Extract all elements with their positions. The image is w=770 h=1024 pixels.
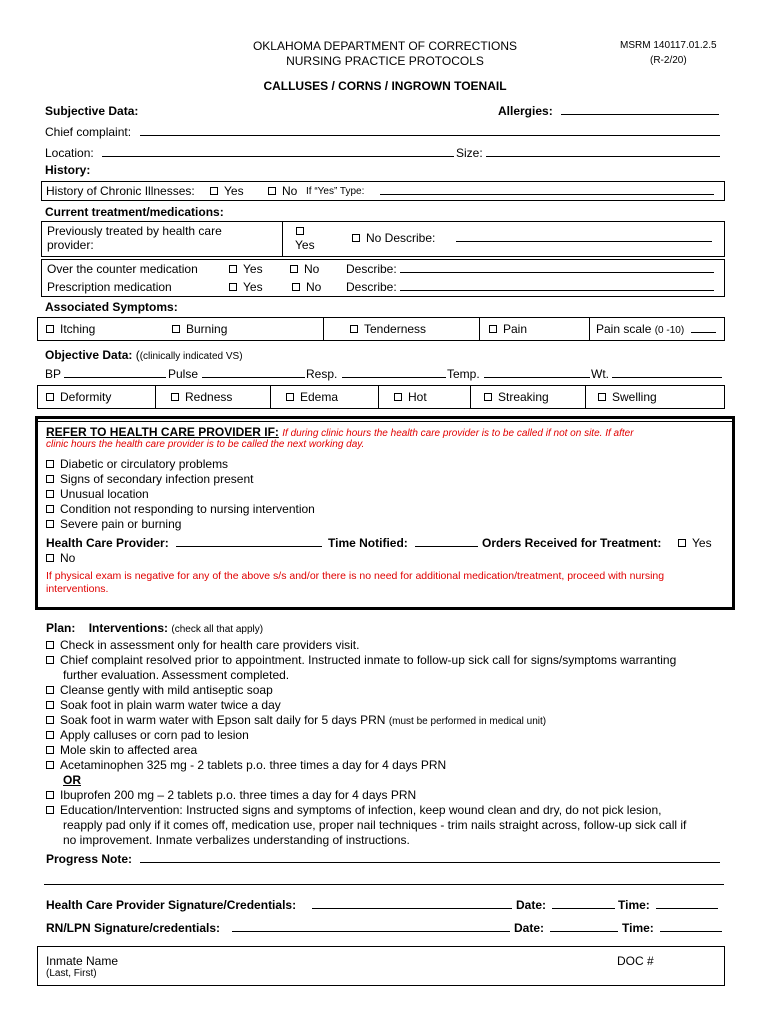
- checkbox-icon[interactable]: [46, 791, 54, 799]
- symptom-burning[interactable]: [172, 322, 227, 336]
- refer-note2: clinic hours the health care provider is to be called the next working day.: [46, 439, 365, 450]
- checkbox-icon[interactable]: [46, 520, 54, 528]
- checkbox-icon[interactable]: [46, 701, 54, 709]
- prev-yes-label: Yes: [295, 238, 315, 252]
- rx-yes[interactable]: [229, 280, 263, 294]
- refer-item[interactable]: [46, 457, 228, 471]
- vital-pulse: Pulse: [168, 367, 199, 381]
- yes-label: Yes: [243, 280, 263, 294]
- refer-note1: If during clinic hours the health care provider is to be called if not on site. If after: [282, 428, 634, 439]
- checkbox-icon[interactable]: [46, 761, 54, 769]
- pain-scale-field[interactable]: [691, 322, 716, 333]
- rn-time-label: Time:: [622, 921, 654, 935]
- objective-label: Objective Data:: [45, 348, 133, 362]
- orders-label: Orders Received for Treatment:: [482, 536, 662, 550]
- location-field[interactable]: [102, 146, 454, 157]
- checkbox-icon[interactable]: [210, 187, 218, 195]
- subjective-label: Subjective Data:: [45, 104, 139, 118]
- checkbox-icon[interactable]: [46, 393, 54, 401]
- plan-item-label: Apply calluses or corn pad to lesion: [60, 728, 249, 742]
- plan-item-label: Acetaminophen 325 mg - 2 tablets p.o. three times a day for 4 days PRN: [60, 758, 447, 772]
- obj-edema[interactable]: [286, 390, 338, 404]
- orders-yes[interactable]: [678, 536, 712, 550]
- last-first-note: (Last, First): [46, 968, 97, 979]
- checkbox-icon[interactable]: [46, 554, 54, 562]
- prev-describe-field[interactable]: [456, 231, 712, 242]
- doc-label: DOC #: [617, 954, 654, 968]
- rx-describe-label: Describe:: [346, 280, 397, 294]
- checkbox-icon[interactable]: [46, 806, 54, 814]
- form-number: MSRM 140117.01.2.5: [620, 40, 717, 51]
- checkbox-icon[interactable]: [352, 234, 360, 242]
- symptom-label: Pain: [503, 322, 528, 336]
- checkbox-icon[interactable]: [350, 325, 358, 333]
- otc-label: Over the counter medication: [47, 262, 198, 276]
- current-label: Current treatment/medications:: [45, 205, 224, 219]
- refer-item-label: Condition not responding to nursing intervention: [60, 502, 315, 516]
- checkbox-icon[interactable]: [171, 393, 179, 401]
- vital-temp: Temp.: [447, 367, 480, 381]
- plan-item-label: Chief complaint resolved prior to appointment. Instructed inmate to follow-up sick call for signs/symptoms warranting: [60, 653, 677, 667]
- otc-describe-field[interactable]: [400, 262, 714, 273]
- chronic-type-field[interactable]: [380, 184, 714, 195]
- progress-label: Progress Note:: [46, 852, 133, 866]
- plan-item[interactable]: [46, 758, 446, 772]
- symptom-itching[interactable]: [46, 322, 95, 336]
- plan-item-label: Cleanse gently with mild antiseptic soap: [60, 683, 273, 697]
- otc-no[interactable]: [290, 262, 319, 276]
- yes-label: Yes: [224, 184, 244, 198]
- refer-item-label: Diabetic or circulatory problems: [60, 457, 229, 471]
- prev-treated-label1: Previously treated by health care: [47, 224, 222, 238]
- checkbox-icon[interactable]: [292, 283, 300, 291]
- pain-scale-label: Pain scale: [596, 322, 652, 336]
- chronic-no[interactable]: [268, 184, 297, 198]
- checkbox-icon[interactable]: [290, 265, 298, 273]
- plan-item[interactable]: [46, 728, 249, 742]
- checkbox-icon[interactable]: [172, 325, 180, 333]
- checkbox-icon[interactable]: [46, 325, 54, 333]
- obj-hot[interactable]: [394, 390, 427, 404]
- obj-swelling[interactable]: [598, 390, 657, 404]
- yes-label: Yes: [692, 536, 712, 550]
- orders-no[interactable]: [46, 551, 75, 565]
- refer-footer1: If physical exam is negative for any of the above s/s and/or there is no need for additional medication/treatment, proceed with nursing: [46, 570, 665, 582]
- plan-item[interactable]: [46, 713, 546, 727]
- obj-redness[interactable]: [171, 390, 232, 404]
- checkbox-icon[interactable]: [229, 283, 237, 291]
- plan-item-label: Soak foot in warm water with Epson salt daily for 5 days PRN: [60, 713, 386, 727]
- time-notified-field[interactable]: [415, 536, 478, 547]
- plan-item[interactable]: [46, 788, 416, 802]
- rn-date-field[interactable]: [550, 921, 618, 932]
- plan-row: [46, 621, 263, 635]
- hcp-date-label: Date:: [516, 898, 547, 912]
- hcp-time-label: Time:: [618, 898, 650, 912]
- checkbox-icon[interactable]: [296, 227, 304, 235]
- vital-bp: BP: [45, 367, 62, 381]
- checkbox-icon[interactable]: [46, 746, 54, 754]
- hcp-signature-label: Health Care Provider Signature/Credentials:: [46, 898, 297, 912]
- chronic-yes[interactable]: [210, 184, 244, 198]
- inmate-name-label: Inmate Name: [46, 954, 119, 968]
- checkbox-icon[interactable]: [394, 393, 402, 401]
- dept-title: OKLAHOMA DEPARTMENT OF CORRECTIONS: [252, 39, 518, 53]
- plan-item-label: Ibuprofen 200 mg – 2 tablets p.o. three times a day for 4 days PRN: [60, 788, 417, 802]
- prev-yes-checkbox[interactable]: [296, 224, 310, 238]
- plan-item[interactable]: [46, 743, 197, 757]
- refer-title-row: [46, 425, 634, 439]
- otc-describe-label: Describe:: [346, 262, 397, 276]
- rn-signature-field[interactable]: [232, 921, 510, 932]
- plan-item[interactable]: [46, 653, 676, 667]
- checkbox-icon[interactable]: [46, 475, 54, 483]
- no-label: No: [282, 184, 298, 198]
- progress-field[interactable]: [140, 852, 720, 863]
- chronic-label: History of Chronic Illnesses:: [46, 184, 195, 198]
- checkbox-icon[interactable]: [46, 505, 54, 513]
- rx-describe-field[interactable]: [400, 280, 714, 291]
- plan-item-label: Education/Intervention: Instructed signs and symptoms of infection, keep wound clean and dry, do not pick lesion,: [60, 803, 662, 817]
- plan-item-label: Soak foot in plain warm water twice a day: [60, 698, 281, 712]
- symptoms-label: Associated Symptoms:: [45, 300, 178, 314]
- wt-field[interactable]: [612, 367, 722, 378]
- objective-row: [45, 348, 243, 362]
- checkbox-icon[interactable]: [46, 641, 54, 649]
- plan-item[interactable]: [46, 683, 273, 697]
- plan-item[interactable]: [46, 698, 281, 712]
- symptom-label: Burning: [186, 322, 228, 336]
- epson-note: (must be performed in medical unit): [388, 716, 547, 727]
- plan-item-label: Check in assessment only for health care providers visit.: [60, 638, 360, 652]
- edu-cont2: no improvement. Inmate verbalizes understanding of instructions.: [63, 833, 410, 847]
- protocol-subtitle: NURSING PRACTICE PROTOCOLS: [286, 54, 484, 68]
- obj-label: Edema: [300, 390, 339, 404]
- pain-range: (0 -10): [654, 325, 685, 336]
- revision: (R-2/20): [650, 55, 687, 66]
- chief-field[interactable]: [140, 125, 720, 136]
- or-label: OR: [63, 773, 81, 787]
- interventions-label: Interventions:: [88, 621, 169, 635]
- check-all-note: (check all that apply): [171, 624, 264, 635]
- progress-field-line2[interactable]: [44, 884, 724, 885]
- plan-item-label: Mole skin to affected area: [60, 743, 198, 757]
- no-label: No: [304, 262, 320, 276]
- hcp-time-field[interactable]: [656, 898, 718, 909]
- obj-streaking[interactable]: [484, 390, 549, 404]
- checkbox-icon[interactable]: [598, 393, 606, 401]
- if-yes-label: If “Yes” Type:: [306, 186, 365, 197]
- checkbox-icon[interactable]: [678, 539, 686, 547]
- obj-label: Swelling: [612, 390, 657, 404]
- vital-wt: Wt.: [591, 367, 609, 381]
- size-label: Size:: [456, 146, 483, 160]
- obj-label: Deformity: [60, 390, 112, 404]
- checkbox-icon[interactable]: [46, 460, 54, 468]
- refer-footer2: interventions.: [46, 583, 109, 595]
- plan-item-cont: further evaluation. Assessment completed.: [63, 668, 290, 682]
- checkbox-icon[interactable]: [489, 325, 497, 333]
- symptom-tenderness[interactable]: [350, 322, 426, 336]
- symptom-label: Itching: [60, 322, 96, 336]
- pain-scale: [596, 322, 684, 336]
- checkbox-icon[interactable]: [46, 656, 54, 664]
- refer-item[interactable]: [46, 517, 181, 531]
- time-notified-label: Time Notified:: [328, 536, 408, 550]
- no-describe-label: No Describe:: [366, 231, 436, 245]
- obj-label: Redness: [185, 390, 233, 404]
- obj-label: Hot: [408, 390, 427, 404]
- rx-no[interactable]: [292, 280, 321, 294]
- checkbox-icon[interactable]: [46, 686, 54, 694]
- refer-item-label: Signs of secondary infection present: [60, 472, 254, 486]
- location-label: Location:: [45, 146, 94, 160]
- hcp-field[interactable]: [176, 536, 322, 547]
- checkbox-icon[interactable]: [46, 490, 54, 498]
- resp-field[interactable]: [342, 367, 446, 378]
- temp-field[interactable]: [484, 367, 590, 378]
- symptom-label: Tenderness: [364, 322, 427, 336]
- plan-label: Plan:: [46, 621, 76, 635]
- paren: (: [135, 348, 140, 362]
- chief-label: Chief complaint:: [45, 125, 132, 139]
- no-label: No: [60, 551, 76, 565]
- checkbox-icon[interactable]: [268, 187, 276, 195]
- hcp-date-field[interactable]: [552, 898, 615, 909]
- plan-item[interactable]: [46, 803, 661, 817]
- allergies-field[interactable]: [561, 104, 719, 115]
- checkbox-icon[interactable]: [229, 265, 237, 273]
- allergies-label: Allergies:: [498, 104, 553, 118]
- refer-item-label: Severe pain or burning: [60, 517, 182, 531]
- edu-cont1: reapply pad only if it comes off, medication use, proper nail techniques - trim nails straight across, follow-up sick call if: [63, 818, 687, 832]
- prev-treated-label2: provider:: [47, 238, 94, 252]
- refer-title: REFER TO HEALTH CARE PROVIDER IF:: [46, 425, 279, 439]
- prev-no[interactable]: [352, 231, 435, 245]
- rn-date-label: Date:: [514, 921, 545, 935]
- size-field[interactable]: [486, 146, 720, 157]
- checkbox-icon[interactable]: [46, 731, 54, 739]
- obj-label: Streaking: [498, 390, 549, 404]
- vital-resp: Resp.: [306, 367, 338, 381]
- hcp-signature-field[interactable]: [312, 898, 512, 909]
- form-title: CALLUSES / CORNS / INGROWN TOENAIL: [263, 79, 507, 93]
- refer-item[interactable]: [46, 487, 149, 501]
- pulse-field[interactable]: [202, 367, 305, 378]
- yes-label: Yes: [243, 262, 263, 276]
- bp-field[interactable]: [64, 367, 166, 378]
- refer-item[interactable]: [46, 472, 253, 486]
- history-label: History:: [45, 163, 91, 177]
- rn-time-field[interactable]: [660, 921, 722, 932]
- checkbox-icon[interactable]: [46, 716, 54, 724]
- no-label: No: [306, 280, 322, 294]
- symptom-pain[interactable]: [489, 322, 527, 336]
- refer-item-label: Unusual location: [60, 487, 149, 501]
- rn-signature-label: RN/LPN Signature/credentials:: [46, 921, 221, 935]
- rx-label: Prescription medication: [47, 280, 172, 294]
- checkbox-icon[interactable]: [286, 393, 294, 401]
- refer-item[interactable]: [46, 502, 315, 516]
- otc-yes[interactable]: [229, 262, 263, 276]
- checkbox-icon[interactable]: [484, 393, 492, 401]
- hcp-label: Health Care Provider:: [46, 536, 169, 550]
- obj-deformity[interactable]: [46, 390, 111, 404]
- objective-note: (clinically indicated VS): [139, 351, 243, 362]
- plan-item[interactable]: [46, 638, 359, 652]
